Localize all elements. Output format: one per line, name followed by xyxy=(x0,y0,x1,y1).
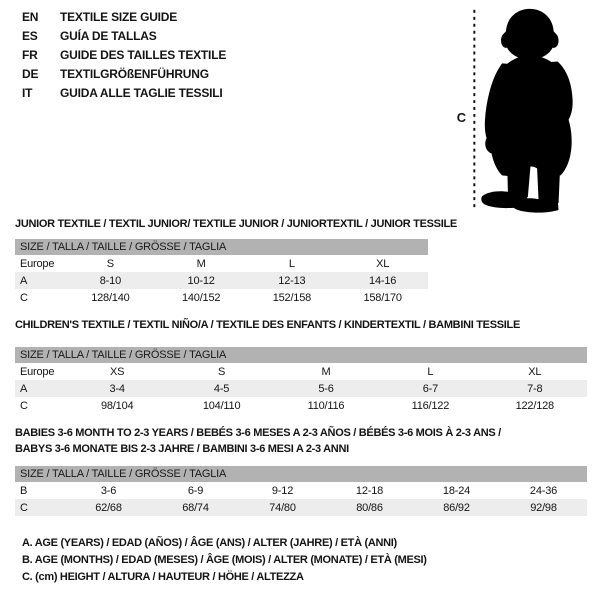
table-cell: 7-8 xyxy=(527,382,543,395)
lang-code: FR xyxy=(22,48,38,62)
age-row xyxy=(15,380,587,397)
table-cell: 3-6 xyxy=(100,484,117,497)
junior-section-title: JUNIOR TEXTILE / TEXTIL JUNIOR/ TEXTILE JUNIOR / JUNIORTEXTIL / JUNIOR TESSILE xyxy=(15,218,457,230)
table-cell: 10-12 xyxy=(187,274,215,287)
table-cell: 158/170 xyxy=(363,291,402,304)
table-cell: 6-9 xyxy=(187,484,204,497)
silhouette-leg-right xyxy=(537,159,561,205)
table-cell: 3-4 xyxy=(109,382,125,395)
row-label: C xyxy=(20,399,28,412)
children-textile-section xyxy=(15,318,587,414)
row-label: Europe xyxy=(20,365,55,378)
footnote-height-cm: C. (cm) HEIGHT / ALTURA / HAUTEUR / HÖHE / ALTEZZA xyxy=(22,571,304,583)
table-cell: M xyxy=(196,257,206,270)
language-header xyxy=(22,8,226,103)
row-label: A xyxy=(20,274,28,287)
babies-section-title xyxy=(15,425,587,457)
size-header-label: SIZE / TALLA / TAILLE / GRÖSSE / TAGLIA xyxy=(15,347,587,363)
height-row xyxy=(15,289,428,306)
table-cell: 5-6 xyxy=(318,382,334,395)
table-cell: XL xyxy=(376,257,390,270)
table-cell: XL xyxy=(528,365,542,378)
table-cell: 152/158 xyxy=(272,291,312,304)
junior-textile-section xyxy=(15,217,457,306)
lang-code: IT xyxy=(22,86,33,100)
table-cell: 12-18 xyxy=(355,484,384,497)
size-header-label: SIZE / TALLA / TAILLE / GRÖSSE / TAGLIA xyxy=(15,466,587,482)
age-row xyxy=(15,272,428,289)
footnote-age-months: B. AGE (MONTHS) / EDAD (MESES) / ÂGE (MOIS) / ALTER (MONATE) / ETÀ (MESI) xyxy=(22,554,427,566)
table-cell: 6-7 xyxy=(422,382,439,395)
table-cell: S xyxy=(106,257,114,270)
size-header-label: SIZE / TALLA / TAILLE / GRÖSSE / TAGLIA xyxy=(15,239,428,255)
children-size-table xyxy=(15,347,587,414)
table-cell: 68/74 xyxy=(182,501,209,514)
lang-row-fr xyxy=(22,46,226,65)
guide-title: GUIDA ALLE TAGLIE TESSILI xyxy=(60,86,223,100)
table-cell: M xyxy=(321,365,331,378)
height-row xyxy=(15,397,587,414)
table-cell: 98/104 xyxy=(100,399,134,412)
height-row xyxy=(15,499,587,516)
babies-textile-section xyxy=(15,425,587,516)
guide-title: TEXTILE SIZE GUIDE xyxy=(60,10,178,24)
table-cell: 4-5 xyxy=(213,382,230,395)
row-label: C xyxy=(20,291,28,304)
row-label: C xyxy=(20,501,28,514)
table-cell: XS xyxy=(110,365,125,378)
table-cell: 80/86 xyxy=(356,501,383,514)
table-cell: 9-12 xyxy=(271,484,294,497)
table-cell: 128/140 xyxy=(91,291,130,304)
lang-code: ES xyxy=(22,29,38,43)
table-cell: 140/152 xyxy=(181,291,221,304)
table-cell: 12-13 xyxy=(278,274,306,287)
lang-code: EN xyxy=(22,10,39,24)
lang-row-en xyxy=(22,8,226,27)
age-months-row xyxy=(15,482,587,499)
guide-title: GUÍA DE TALLAS xyxy=(60,29,157,43)
children-section-title: CHILDREN'S TEXTILE / TEXTIL NIÑO/A / TEXTILE DES ENFANTS / KINDERTEXTIL / BAMBINI TESSILE xyxy=(15,319,520,331)
junior-size-table xyxy=(15,239,428,306)
silhouette-leg-left xyxy=(507,159,531,198)
table-cell: 92/98 xyxy=(530,501,557,514)
table-cell: 62/68 xyxy=(95,501,122,514)
legend-footnotes xyxy=(22,535,427,586)
row-label: Europe xyxy=(20,257,55,270)
table-cell: 110/116 xyxy=(307,399,345,412)
table-cell: 8-10 xyxy=(99,274,121,287)
table-cell: 104/110 xyxy=(202,399,241,412)
table-cell: 122/128 xyxy=(515,399,554,412)
region-row xyxy=(15,255,428,272)
table-cell: 14-16 xyxy=(369,274,397,287)
size-header-row xyxy=(15,239,428,255)
table-cell: 116/122 xyxy=(411,399,450,412)
babies-title-line1: BABIES 3-6 MONTH TO 2-3 YEARS / BEBÉS 3-6 MESES A 2-3 AÑOS / BÉBÉS 3-6 MOIS À 2-3 ANS / xyxy=(15,427,501,439)
lang-code: DE xyxy=(22,67,39,81)
height-measure-figure xyxy=(430,2,590,215)
babies-title-line2: BABYS 3-6 MONATE BIS 2-3 JAHRE / BAMBINI 3-6 MESI A 2-3 ANNI xyxy=(15,443,349,455)
silhouette-foot-right xyxy=(512,198,558,213)
table-cell: 24-36 xyxy=(529,484,558,497)
lang-row-es xyxy=(22,27,226,46)
table-cell: L xyxy=(288,257,295,270)
row-label: A xyxy=(20,382,28,395)
table-cell: L xyxy=(427,365,434,378)
footnote-age-years: A. AGE (YEARS) / EDAD (AÑOS) / ÂGE (ANS) / ALTER (JAHRE) / ETÀ (ANNI) xyxy=(22,537,397,549)
table-cell: 86/92 xyxy=(443,501,470,514)
guide-title: GUIDE DES TAILLES TEXTILE xyxy=(60,48,227,62)
size-header-row xyxy=(15,347,587,363)
guide-title: TEXTILGRÖßENFÜHRUNG xyxy=(60,67,209,81)
lang-row-de xyxy=(22,65,226,84)
region-row xyxy=(15,363,587,380)
measure-label-c: C xyxy=(456,109,467,125)
table-cell: S xyxy=(218,365,226,378)
row-label: B xyxy=(20,484,28,497)
silhouette-head xyxy=(501,9,558,59)
babies-size-table xyxy=(15,466,587,516)
table-cell: 18-24 xyxy=(442,484,471,497)
size-header-row xyxy=(15,466,587,482)
table-cell: 74/80 xyxy=(269,501,296,514)
toddler-silhouette xyxy=(481,9,572,213)
lang-row-it xyxy=(22,84,226,103)
